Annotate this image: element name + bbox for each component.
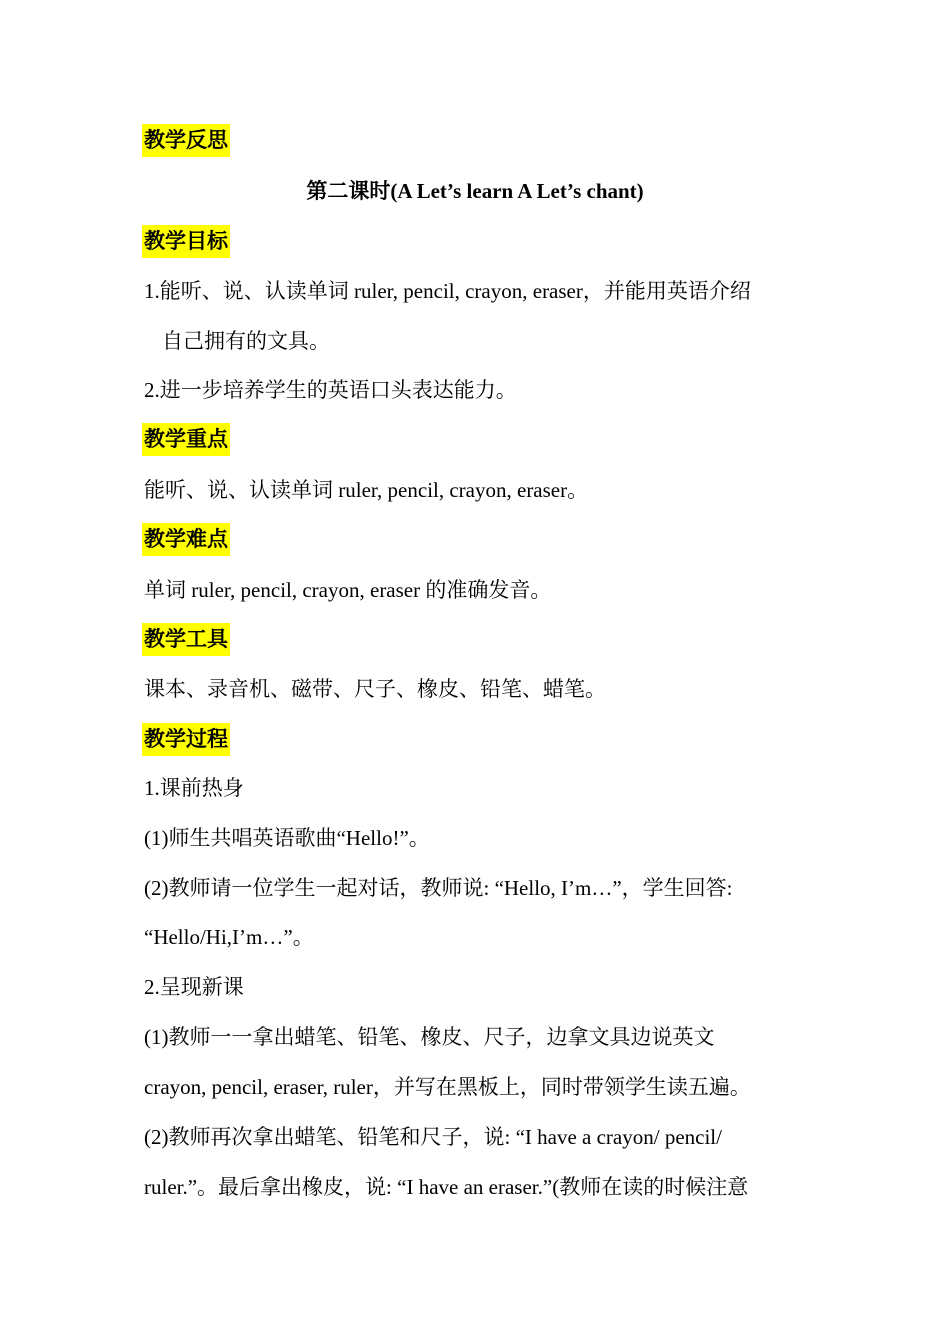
process-line: crayon, pencil, eraser, ruler，并写在黑板上，同时带领学生读五遍。: [144, 1075, 751, 1099]
key-points-text: 能听、说、认读单词 ruler, pencil, crayon, eraser。: [144, 478, 589, 502]
heading-key-points: [144, 424, 230, 454]
process-line: (1)教师一一拿出蜡笔、铅笔、橡皮、尺子，边拿文具边说英文: [144, 1025, 715, 1049]
process-line: “Hello/Hi,I’m…”。: [144, 925, 314, 949]
lesson-title: 第二课时(A Let’s learn A Let’s chant): [306, 179, 644, 203]
difficulties-text: 单词 ruler, pencil, crayon, eraser 的准确发音。: [144, 578, 552, 602]
highlighted-heading-text: 教学目标: [142, 225, 230, 258]
highlighted-heading-text: 教学重点: [142, 423, 230, 456]
process-line: 1.课前热身: [144, 776, 244, 800]
highlighted-heading-text: 教学反思: [142, 124, 230, 157]
heading-teaching-reflection: [144, 125, 230, 155]
heading-difficulties: [144, 524, 230, 554]
process-line: 2.呈现新课: [144, 975, 244, 999]
heading-teaching-process: [144, 724, 230, 754]
heading-teaching-objectives: [144, 226, 230, 256]
process-line: (1)师生共唱英语歌曲“Hello!”。: [144, 826, 430, 850]
objective-line-1-continued: 自己拥有的文具。: [162, 329, 330, 353]
heading-teaching-tools: [144, 624, 230, 654]
process-line: (2)教师请一位学生一起对话，教师说: “Hello, I’m…”，学生回答:: [144, 876, 733, 900]
process-line: (2)教师再次拿出蜡笔、铅笔和尺子，说: “I have a crayon/ pencil/: [144, 1125, 722, 1149]
process-line: ruler.”。最后拿出橡皮，说: “I have an eraser.”(教师在读的时候注意: [144, 1175, 749, 1199]
highlighted-heading-text: 教学工具: [142, 623, 230, 656]
objective-line-1: 1.能听、说、认读单词 ruler, pencil, crayon, eraser，并能用英语介绍: [144, 279, 751, 303]
highlighted-heading-text: 教学难点: [142, 523, 230, 556]
objective-line-2: 2.进一步培养学生的英语口头表达能力。: [144, 378, 517, 402]
tools-text: 课本、录音机、磁带、尺子、橡皮、铅笔、蜡笔。: [144, 677, 606, 701]
highlighted-heading-text: 教学过程: [142, 723, 230, 756]
